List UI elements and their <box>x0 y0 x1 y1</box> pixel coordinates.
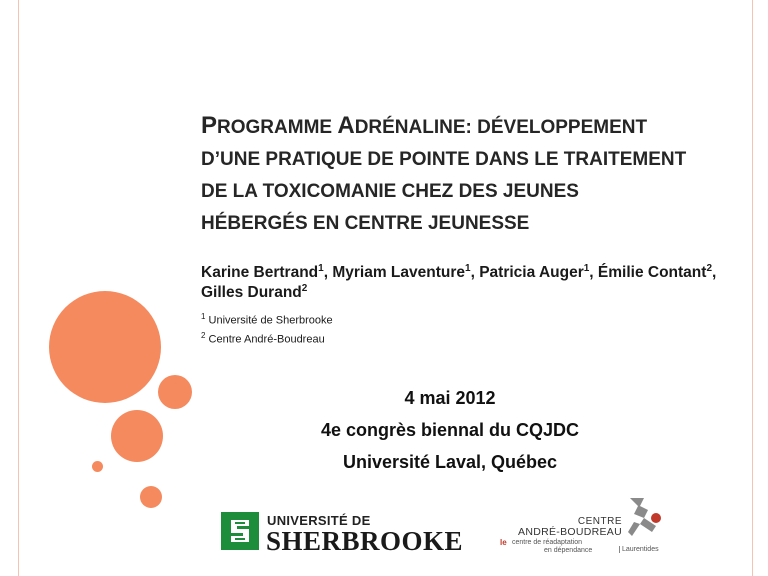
decor-circle-mid <box>111 410 163 462</box>
title-line-3: DE LA TOXICOMANIE CHEZ DES JEUNES <box>201 181 579 202</box>
cab-le-text: le <box>500 538 507 547</box>
decor-circle-medium <box>158 375 192 409</box>
title-line-1: PROGRAMME ADRÉNALINE: DÉVELOPPEMENT <box>201 112 648 139</box>
author: Gilles Durand$^2$ <box>201 282 308 301</box>
title-line-2: D’UNE PRATIQUE DE POINTE DANS LE TRAITEMENT <box>201 149 687 170</box>
event-congress: 4e congrès biennal du CQJDC <box>320 420 580 440</box>
cab-desc-line-2: en dépendance <box>544 547 593 554</box>
sherbrooke-logo-bottom-text: SHERBROOKE <box>266 526 464 556</box>
left-border-line <box>18 0 19 576</box>
sherbrooke-logo-top-text: UNIVERSITÉ DE <box>267 513 371 528</box>
author: Myriam Laventure$^1$, <box>332 262 480 281</box>
author-list <box>201 263 731 303</box>
author: Patricia Auger$^1$, <box>479 262 598 281</box>
author: Karine Bertrand$^1$, <box>201 262 333 281</box>
decor-circle-small <box>140 486 162 508</box>
cab-region-text: Laurentides <box>619 546 659 553</box>
cab-desc-line-1: centre de réadaptation <box>512 539 583 546</box>
title-line-4: HÉBERGÉS EN CENTRE JEUNESSE <box>201 213 530 234</box>
event-venue: Université Laval, Québec <box>342 452 558 472</box>
cab-centre-text: CENTRE <box>577 516 622 527</box>
affiliation-2: $^2$ Centre André-Boudreau <box>201 331 325 346</box>
author: Émilie Contant$^2$, <box>597 262 717 281</box>
decor-circle-tiny <box>92 461 103 472</box>
right-border-line <box>752 0 753 576</box>
centre-andre-boudreau-logo <box>500 496 668 560</box>
sherbrooke-emblem-icon <box>221 512 259 550</box>
cab-figure-icon <box>626 496 664 542</box>
event-date: 4 mai 2012 <box>404 388 496 408</box>
cab-name-text: ANDRÉ-BOUDREAU <box>518 526 622 538</box>
decor-circle-large <box>49 291 161 403</box>
affiliation-1: $^1$ Université de Sherbrooke <box>201 312 333 327</box>
slide-title <box>201 110 741 240</box>
event-info <box>300 382 600 478</box>
